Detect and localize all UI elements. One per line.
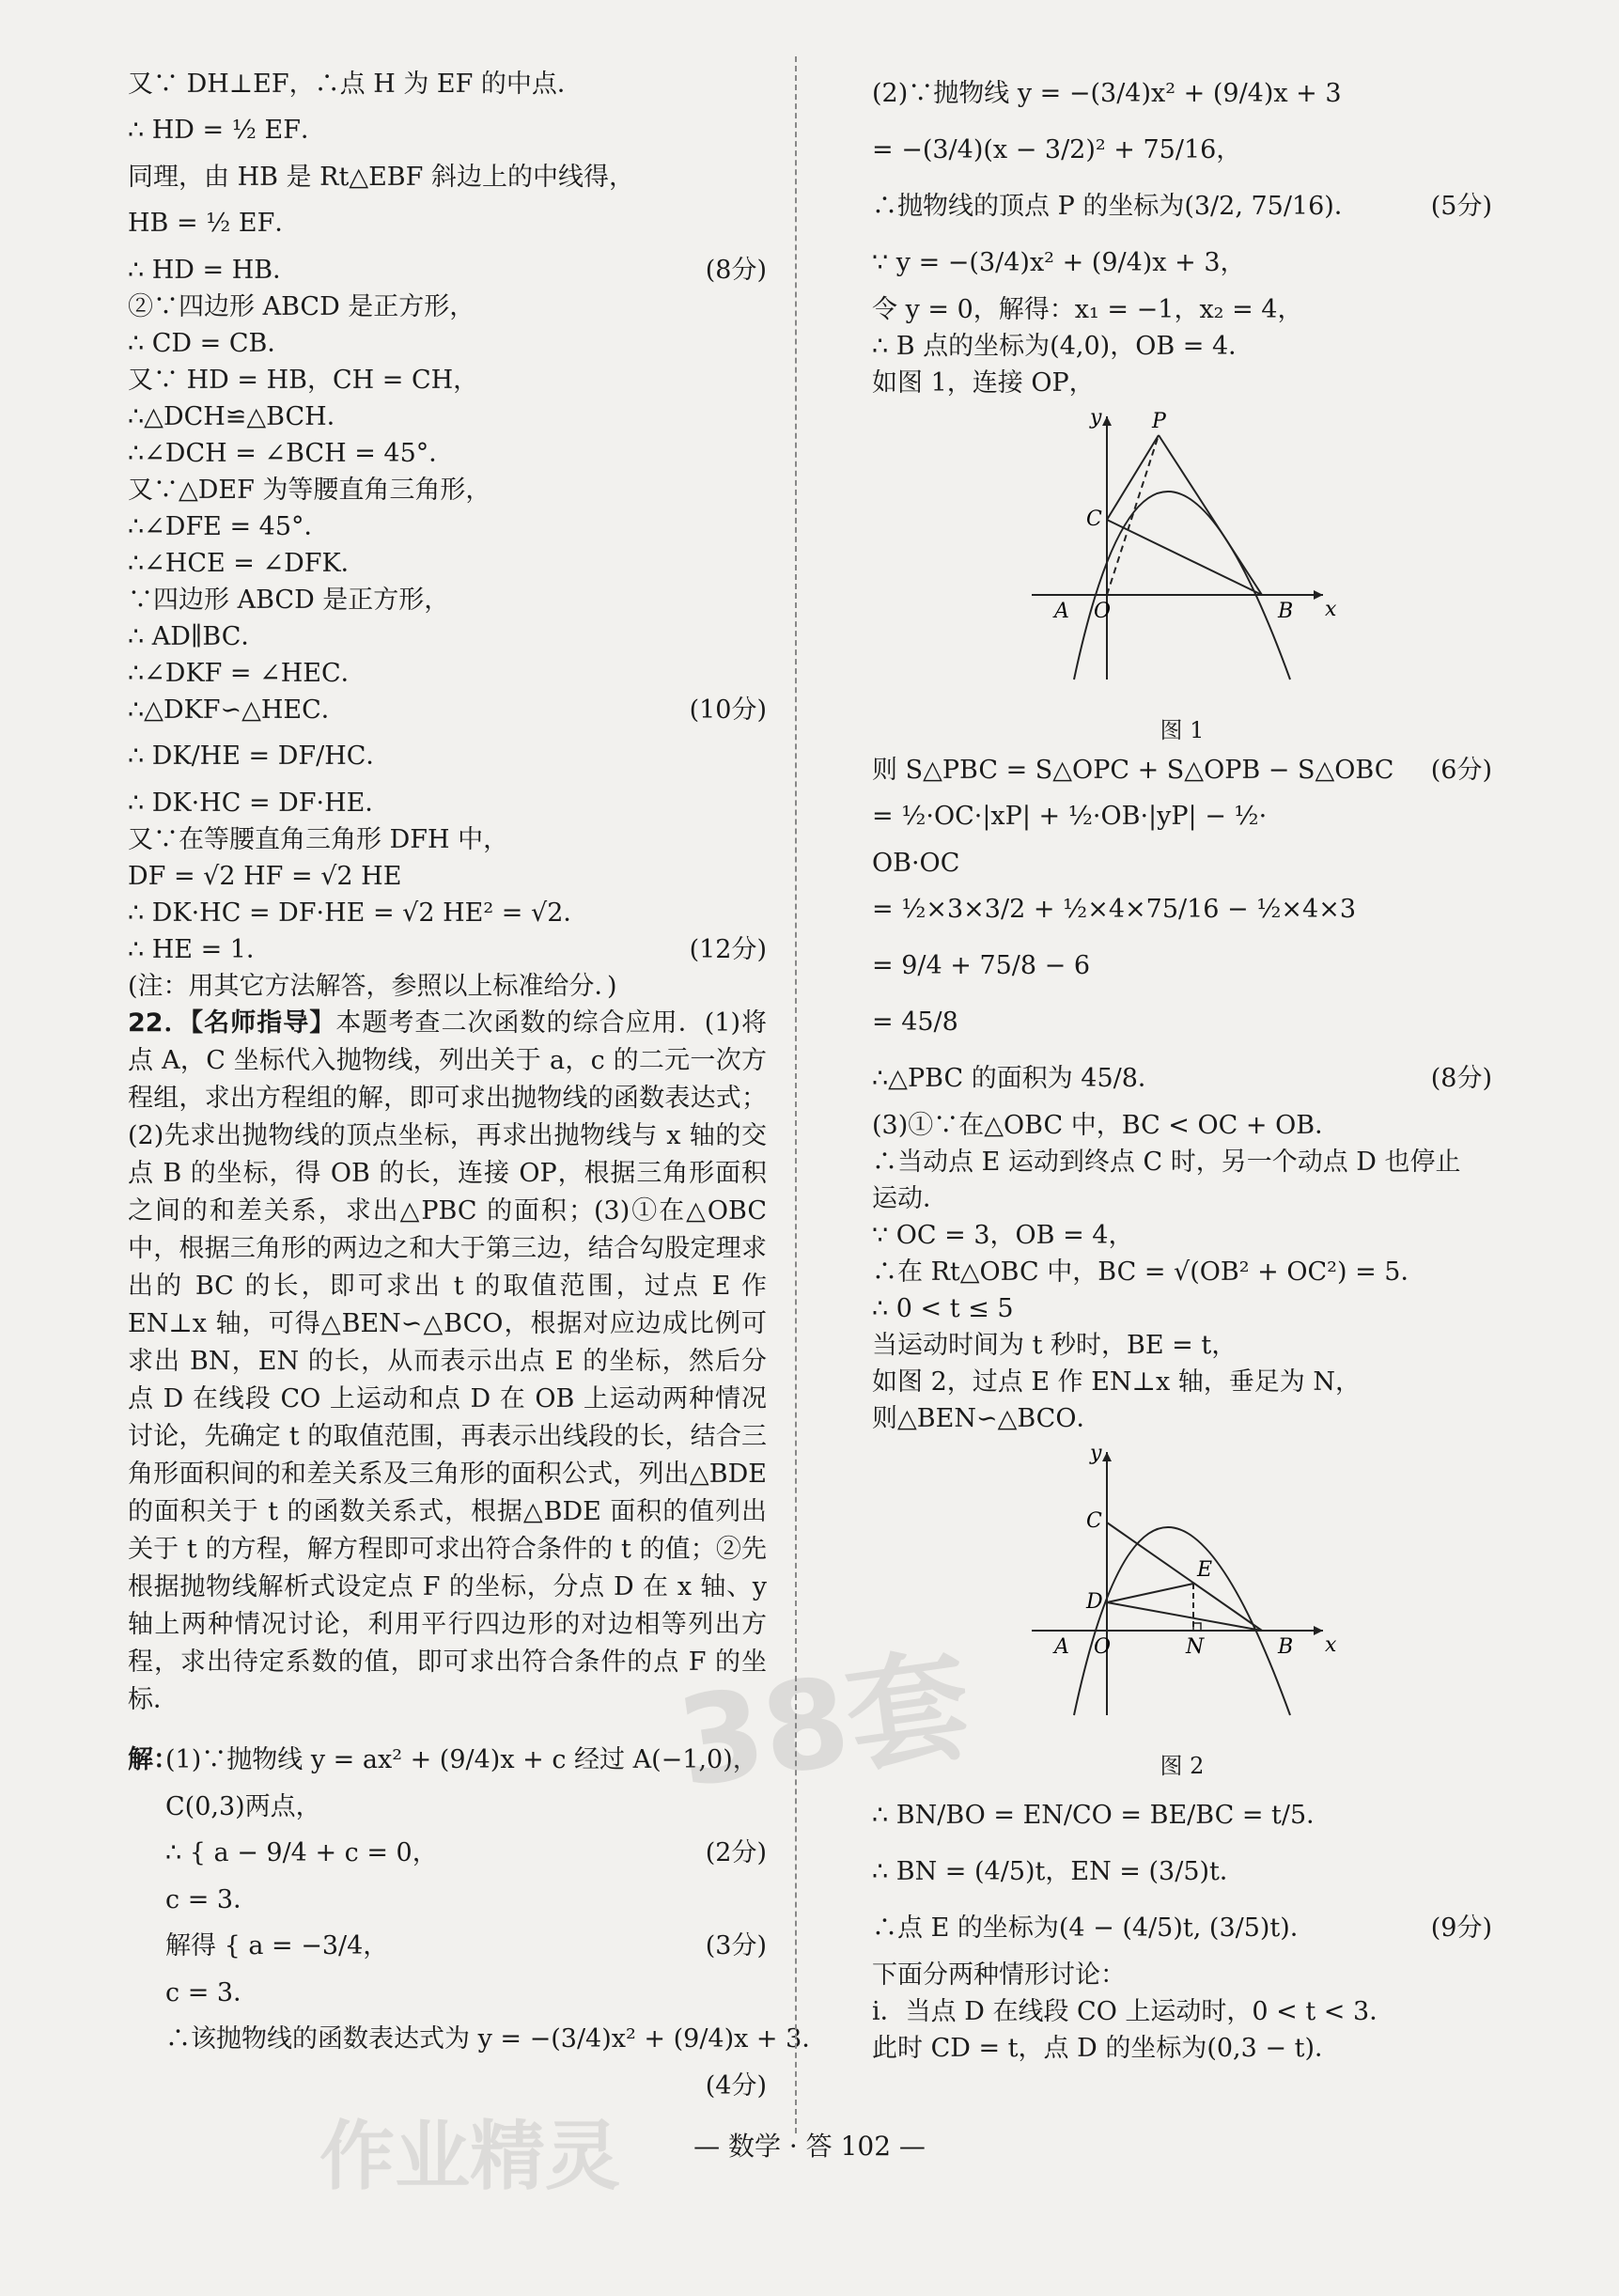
figure-1	[872, 407, 1492, 746]
left-proof-line	[128, 692, 767, 728]
point-e-line	[872, 1957, 1492, 1993]
solution-text: 解得 { a = −3/4，	[165, 1931, 389, 1960]
solution-line	[165, 2011, 828, 2068]
fig1-label-a: A	[1054, 600, 1069, 623]
question-22-guide	[128, 1005, 767, 1719]
left-proof-line	[128, 545, 767, 582]
area-part3-line	[872, 938, 1492, 994]
left-proof-text: ∴△DKF∽△HEC．	[128, 695, 347, 725]
area-part3-line	[872, 994, 1492, 1051]
area-part3-line	[872, 882, 1492, 938]
area-part3-line	[872, 1400, 1492, 1437]
part2-text: ∵ y = −(3/4)x² + (9/4)x + 3，	[872, 248, 1246, 277]
column-divider	[795, 56, 797, 2133]
area-part3-text: = 9/4 + 75/8 − 6	[872, 951, 1091, 980]
left-proof-line	[128, 931, 767, 968]
area-part3-text: 当运动时间为 t 秒时，BE = t，	[872, 1331, 1238, 1360]
watermark-zuoye: 作业精灵	[319, 2113, 620, 2200]
area-part3-text: 则△BEN∽△BCO．	[872, 1404, 1102, 1433]
point-e-text: ⅰ．当点 D 在线段 CO 上运动时，0 < t < 3．	[872, 1997, 1395, 2026]
area-part3-text: 如图 2，过点 E 作 EN⊥x 轴，垂足为 N，	[872, 1367, 1361, 1397]
solution-text: C(0,3)两点，	[165, 1792, 321, 1821]
figure-1-caption: 图 1	[1160, 717, 1205, 743]
point-e-text: ∴ BN/BO = EN/CO = BE/BC = t/5．	[872, 1801, 1332, 1830]
left-proof-text: ②∵四边形 ABCD 是正方形，	[128, 292, 475, 321]
area-part3-line	[872, 845, 1492, 882]
fig2-label-d: D	[1086, 1590, 1103, 1614]
fig2-segment-db	[1107, 1602, 1262, 1631]
fig1-segment-cp	[1107, 435, 1159, 520]
left-proof-line	[128, 858, 767, 895]
part2-line	[872, 291, 1492, 328]
area-and-part3-lines	[872, 752, 1492, 1437]
area-part3-text: ∵ OC = 3，OB = 4，	[872, 1221, 1134, 1250]
part2-lines	[872, 66, 1492, 401]
left-proof-text: ∴ DK/HE = DF/HC．	[128, 742, 392, 771]
fig1-label-p: P	[1152, 410, 1166, 433]
left-proof-text: 又∵△DEF 为等腰直角三角形，	[128, 476, 491, 505]
area-part3-text: ∴在 Rt△OBC 中，BC = √(OB² + OC²) = 5．	[872, 1257, 1426, 1287]
left-proof-line	[128, 785, 767, 821]
point-e-line	[872, 1900, 1492, 1957]
left-proof-line	[128, 362, 767, 398]
left-proof-text: ∴ HE = 1．	[128, 935, 272, 964]
fig2-label-x: x	[1325, 1633, 1337, 1657]
left-proof-text: ∴∠DKF = ∠HEC．	[128, 659, 366, 688]
area-part3-line	[872, 789, 1492, 845]
score-mark: (12分)	[689, 935, 767, 964]
area-part3-text: 运动．	[872, 1184, 948, 1213]
page-footer: — 数学 · 答 102 —	[693, 2131, 926, 2162]
part2-line	[872, 179, 1492, 235]
area-part3-text: = ½·OC·|xP| + ½·OB·|yP| − ½·	[872, 802, 1268, 831]
point-e-line	[872, 1993, 1492, 2030]
fig2-right-angle-mark	[1193, 1623, 1201, 1631]
part2-line	[872, 235, 1492, 291]
fig2-label-e: E	[1197, 1558, 1213, 1582]
left-proof-line	[128, 655, 767, 692]
left-proof-text: 又∵ DH⊥EF，∴点 H 为 EF 的中点．	[128, 70, 583, 99]
area-part3-text: = 45/8	[872, 1007, 958, 1037]
solution-line	[165, 1788, 767, 1825]
solution-line	[165, 1825, 767, 1882]
left-proof-line	[128, 968, 767, 1005]
area-part3-line	[872, 1290, 1492, 1327]
left-proof-line	[128, 728, 767, 785]
solution-text: (1)∵抛物线 y = ax² + (9/4)x + c 经过 A(−1,0)，	[165, 1745, 758, 1774]
area-part3-text: = ½×3×3/2 + ½×4×75/16 − ½×4×3	[872, 895, 1357, 924]
solution-line	[165, 1882, 767, 1918]
left-proof-text: 同理，由 HB 是 Rt△EBF 斜边上的中线得，	[128, 163, 634, 192]
fig1-label-c: C	[1086, 508, 1102, 531]
fig1-segment-pb	[1159, 435, 1262, 595]
fig1-label-o: O	[1094, 600, 1112, 623]
fig1-segment-op	[1107, 435, 1159, 595]
left-proof-text: ∴ HD = ½ EF．	[128, 116, 326, 145]
left-proof-line	[128, 472, 767, 508]
left-proof-text: ∴∠DCH = ∠BCH = 45°．	[128, 439, 455, 468]
area-part3-line	[872, 1364, 1492, 1400]
left-proof-text: ∴ CD = CB．	[128, 329, 293, 358]
area-part3-text: ∴当动点 E 运动到终点 C 时，另一个动点 D 也停止	[872, 1148, 1461, 1177]
solution-text: c = 3．	[165, 1978, 259, 2007]
watermark-38: 38套	[669, 1632, 979, 1815]
point-e-text: ∴ BN = (4/5)t，EN = (3/5)t．	[872, 1857, 1245, 1886]
left-proof-line	[128, 325, 767, 362]
left-proof-line	[128, 195, 767, 252]
question-number: 22．	[128, 1008, 191, 1038]
fig2-label-o: O	[1094, 1635, 1112, 1659]
area-part3-line	[872, 1327, 1492, 1364]
solution-line	[165, 1732, 767, 1788]
solution-line	[165, 1918, 767, 1975]
left-proof-line	[128, 102, 767, 159]
solution-lines	[128, 1732, 828, 2104]
area-part3-line	[872, 1217, 1492, 1254]
fig1-x-arrow	[1314, 590, 1323, 600]
left-proof-text: 又∵在等腰直角三角形 DFH 中，	[128, 825, 509, 854]
part2-line	[872, 365, 1492, 401]
point-e-text: 此时 CD = t，点 D 的坐标为(0,3 − t)．	[872, 2034, 1340, 2063]
fig2-segment-de	[1107, 1584, 1193, 1602]
left-proof-text: HB = ½ EF．	[128, 209, 301, 238]
area-part3-text: (3)①∵在△OBC 中，BC < OC + OB．	[872, 1111, 1341, 1140]
left-proof-text: ∵四边形 ABCD 是正方形，	[128, 586, 450, 615]
area-part3-text: ∴△PBC 的面积为 45/8．	[872, 1064, 1163, 1093]
part2-text: 如图 1，连接 OP，	[872, 368, 1095, 398]
score-mark: (9分)	[1430, 1913, 1492, 1943]
area-part3-line	[872, 752, 1492, 789]
score-mark: (8分)	[1430, 1064, 1492, 1093]
left-proof-line	[128, 66, 767, 102]
fig2-y-arrow	[1102, 1452, 1112, 1461]
left-proof-text: 又∵ HD = HB，CH = CH，	[128, 366, 479, 395]
solution-text: c = 3．	[165, 1885, 259, 1914]
area-part3-line	[872, 1254, 1492, 1290]
score-mark: (4分)	[705, 2071, 767, 2101]
left-proof-line	[128, 821, 767, 858]
fig2-label-a: A	[1054, 1635, 1069, 1659]
fig1-label-x: x	[1325, 598, 1337, 621]
part2-text: = −(3/4)(x − 3/2)² + 75/16，	[872, 135, 1242, 164]
point-e-line	[872, 1844, 1492, 1900]
left-proof-lines	[128, 66, 767, 1005]
fig1-label-b: B	[1278, 600, 1294, 623]
figure-2-caption: 图 2	[1160, 1753, 1205, 1779]
solution-text: ∴ { a − 9/4 + c = 0，	[165, 1838, 438, 1867]
left-proof-text: (注：用其它方法解答，参照以上标准给分．)	[128, 972, 617, 1001]
left-proof-text: DF = √2 HF = √2 HE	[128, 862, 402, 891]
left-proof-line	[128, 435, 767, 472]
part2-text: ∴抛物线的顶点 P 的坐标为(3/2, 75/16)．	[872, 192, 1360, 221]
fig2-label-b: B	[1278, 1635, 1294, 1659]
left-proof-text: ∴∠HCE = ∠DFK．	[128, 549, 366, 578]
guide-label: 【名师指导】	[190, 1008, 336, 1038]
area-part3-text: OB·OC	[872, 849, 960, 878]
fig2-label-n: N	[1186, 1635, 1205, 1659]
point-e-lines	[872, 1788, 1492, 2067]
question-22-header	[128, 1005, 767, 1719]
part2-line	[872, 66, 1492, 122]
score-mark: (10分)	[689, 695, 767, 725]
part2-line	[872, 328, 1492, 365]
point-e-line	[872, 1788, 1492, 1844]
left-proof-text: ∴ DK·HC = DF·HE．	[128, 789, 391, 818]
fig2-x-arrow	[1314, 1626, 1323, 1635]
area-part3-line	[872, 1051, 1492, 1107]
fig2-label-c: C	[1086, 1509, 1102, 1533]
left-proof-line	[128, 895, 767, 931]
figure-1-graph	[872, 407, 1492, 708]
area-part3-text: ∴ 0 < t ≤ 5	[872, 1294, 1014, 1323]
solution-text: ∴该抛物线的函数表达式为 y = −(3/4)x² + (9/4)x + 3．	[165, 2024, 828, 2054]
point-e-line	[872, 2030, 1492, 2067]
left-proof-line	[128, 159, 767, 195]
left-proof-line	[128, 508, 767, 545]
part2-text: 令 y = 0，解得：x₁ = −1，x₂ = 4，	[872, 295, 1303, 324]
part2-text: ∴ B 点的坐标为(4,0)，OB = 4．	[872, 332, 1254, 361]
score-mark: (2分)	[705, 1838, 767, 1867]
score-mark: (8分)	[705, 256, 767, 285]
guide-text: 本题考查二次函数的综合应用．(1)将点 A，C 坐标代入抛物线，列出关于 a，c 的二元一次方程组，求出方程组的解，即可求出抛物线的函数表达式；(2)先求出抛物线的顶点坐标，再求出抛物线与 x 轴的交点 B 的坐标，得 OB 的长，连接 OP，根据三角形面积之间的和差关系，求出△PBC 的面积；(3)①在△OBC 中，根据三角形的两边之和大于第三边，结合勾股定理求出的 BC 的长，即可求出 t 的取值范围，过点 E 作 EN⊥x 轴，可得△BEN∽△BCO，根据对应边成比例可求出 BN，EN 的长，从而表示出点 E 的坐标，然后分点 D 在线段 CO 上运动和点 D 在 OB 上运动两种情况讨论，先确定 t 的取值范围，再表示出线段的长，结合三角形面积间的和差关系及三角形的面积公式，列出△BDE 的面积关于 t 的函数关系式，根据△BDE 面积的值列出关于 t 的方程，解方程即可求出符合条件的 t 的值；②先根据抛物线解析式设定点 F 的坐标，分点 D 在 x 轴、y 轴上两种情况讨论，利用平行四边形的对边相等列出方程，求出待定系数的值，即可求出符合条件的点 F 的坐标．	[128, 1008, 768, 1714]
score-mark: (6分)	[1430, 756, 1492, 785]
area-part3-line	[872, 1107, 1492, 1144]
left-proof-line	[128, 252, 767, 289]
left-proof-text: ∴∠DFE = 45°．	[128, 512, 330, 541]
part2-line	[872, 122, 1492, 179]
left-proof-text: ∴ DK·HC = DF·HE = √2 HE² = √2．	[128, 898, 589, 928]
left-proof-text: ∴ AD∥BC．	[128, 622, 267, 651]
left-proof-line	[128, 618, 767, 655]
score-mark: (3分)	[705, 1931, 767, 1960]
point-e-text: ∴点 E 的坐标为(4 − (4/5)t, (3/5)t)．	[872, 1913, 1315, 1943]
area-part3-text: 则 S△PBC = S△OPC + S△OPB − S△OBC	[872, 756, 1394, 785]
score-mark: (5分)	[1430, 192, 1492, 221]
left-proof-line	[128, 289, 767, 325]
fig2-segment-cb	[1107, 1523, 1262, 1631]
area-part3-line	[872, 1144, 1492, 1180]
left-proof-line	[128, 582, 767, 618]
fig2-label-y: y	[1090, 1443, 1102, 1465]
point-e-text: 下面分两种情形讨论：	[872, 1960, 1126, 1990]
solution-label: 解：	[128, 1745, 179, 1774]
fig1-y-arrow	[1102, 416, 1112, 426]
solution-line	[165, 1975, 767, 2011]
fig1-label-y: y	[1090, 407, 1102, 430]
left-proof-line	[128, 398, 767, 435]
left-proof-text: ∴△DCH≌△BCH．	[128, 402, 352, 431]
part2-text: (2)∵抛物线 y = −(3/4)x² + (9/4)x + 3	[872, 79, 1342, 108]
left-proof-text: ∴ HD = HB．	[128, 256, 299, 285]
area-part3-line	[872, 1180, 1492, 1217]
